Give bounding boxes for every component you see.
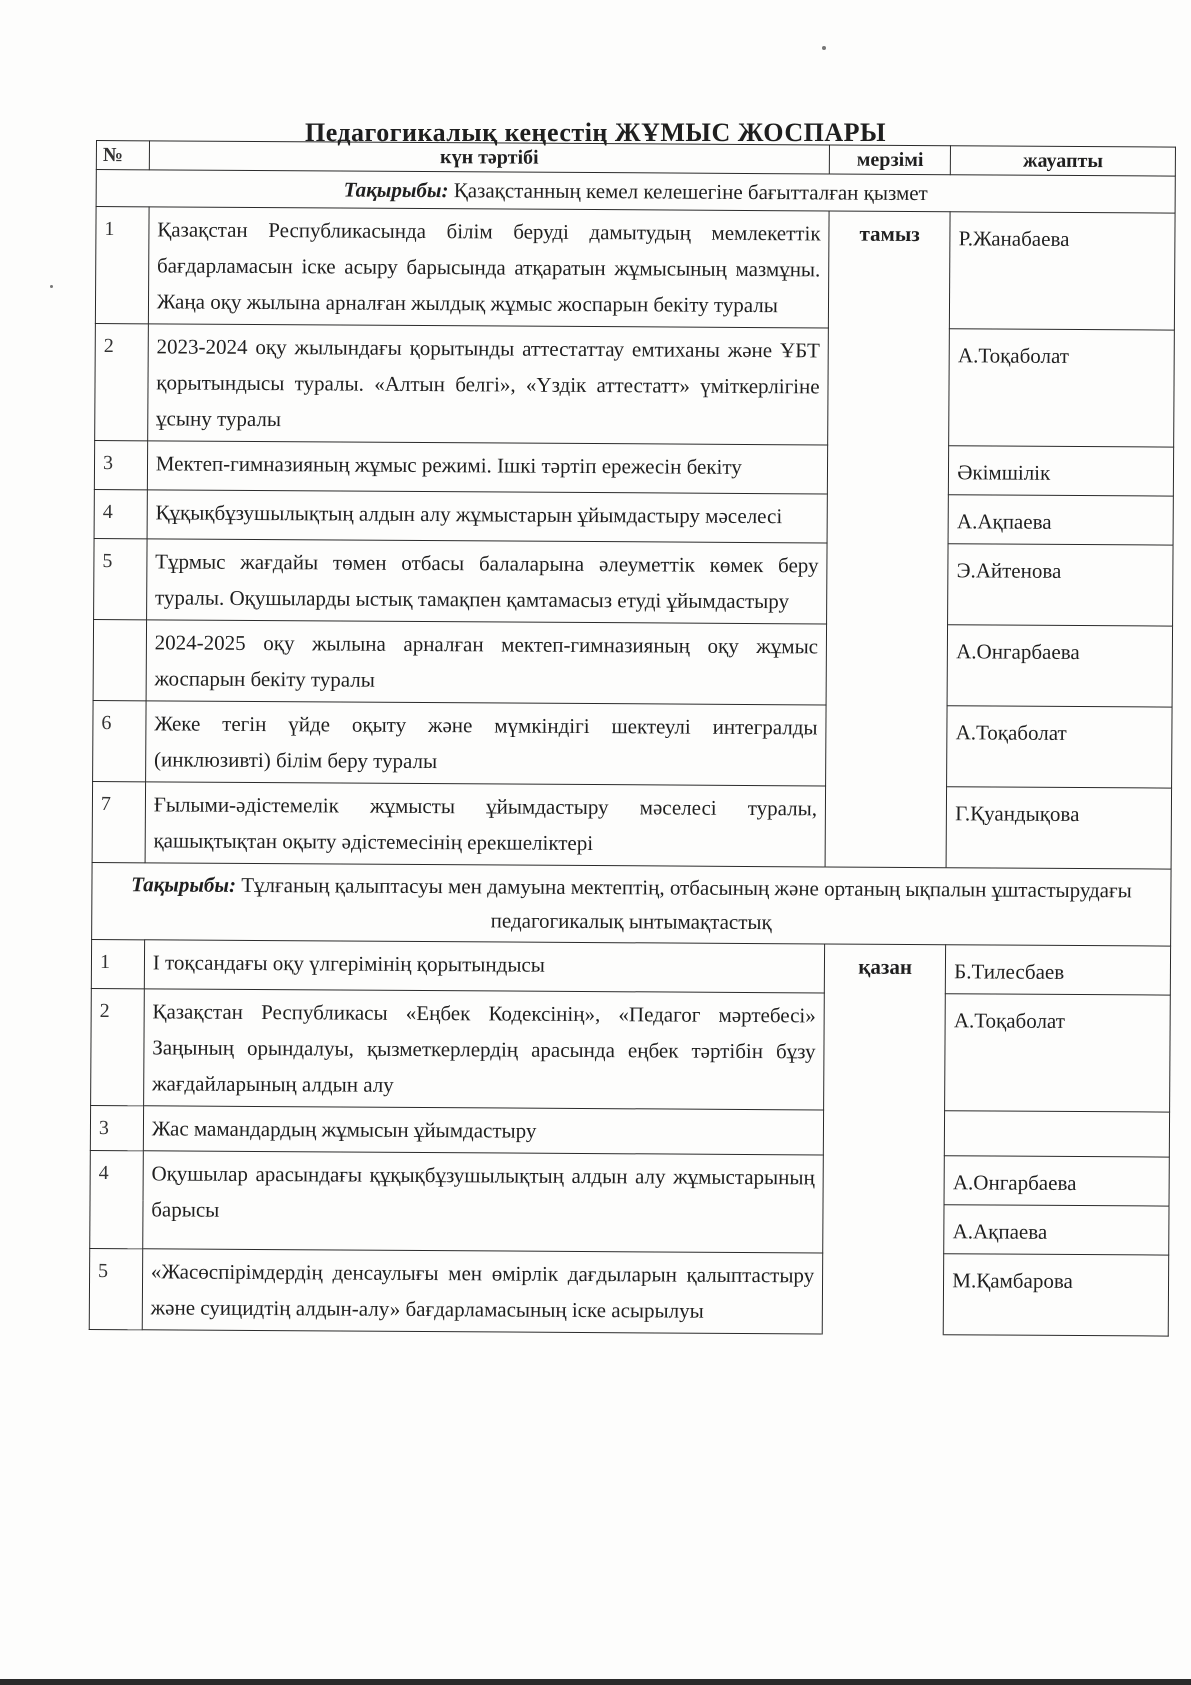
row-num: 4 bbox=[94, 489, 147, 538]
row-num: 5 bbox=[94, 538, 147, 619]
row-num: 2 bbox=[91, 988, 145, 1105]
row-agenda: Қазақстан Республикасында білім беруді дамытудың мемлекеттік бағдарламасын іске асыру барысында атқаратын жұмысының мазмұны. Жаңа оқу жылына арналған жылдық жұмыс жоспарын бекіту туралы bbox=[148, 207, 829, 328]
topic-label: Тақырыбы: bbox=[131, 872, 237, 897]
row-responsible bbox=[950, 212, 1175, 330]
responsible-name: Әкімшілік bbox=[957, 460, 1051, 485]
responsible-name: Э.Айтенова bbox=[956, 558, 1062, 583]
term-value: тамыз bbox=[859, 221, 920, 247]
row-num: 1 bbox=[91, 939, 144, 988]
row-responsible bbox=[945, 994, 1170, 1112]
responsible-name: А.Тоқаболат bbox=[953, 1008, 1066, 1033]
row-agenda: Қазақстан Республикасы «Еңбек Кодексінің», «Педагог мәртебесі» Заңының орындалуы, қызметкерлердің арасында еңбек тәртібін бұзу жағдайларының алдын алу bbox=[143, 989, 824, 1110]
responsible-name bbox=[953, 1115, 1161, 1120]
row-agenda: Мектеп-гимназияның жұмыс режимі. Ішкі тәртіп ережесін бекіту bbox=[147, 441, 828, 494]
responsible-name: А.Тоқаболат bbox=[957, 343, 1070, 368]
table-row bbox=[89, 1248, 1168, 1336]
table-row bbox=[94, 489, 1173, 545]
responsible-name: Г.Қуандықова bbox=[955, 801, 1080, 827]
row-num: 1 bbox=[95, 207, 149, 324]
section-topic-row bbox=[92, 862, 1171, 946]
row-agenda: Жеке тегін үйде оқыту және мүмкіндігі шектеулі интегралды (инклюзивті) білім беру туралы bbox=[145, 701, 826, 786]
row-num: 7 bbox=[92, 781, 145, 862]
row-responsible bbox=[948, 495, 1173, 545]
scan-speck bbox=[822, 46, 826, 50]
document-title: Педагогикалық кеңестің ЖҰМЫС ЖОСПАРЫ bbox=[304, 118, 887, 147]
table-row bbox=[90, 1150, 1169, 1206]
row-num: 3 bbox=[94, 440, 147, 489]
row-agenda: «Жасөспірімдердің денсаулығы мен өмірлік дағдыларын қалыптастыру және суицидтің алдын-алу» бағдарламасының іске асырылуы bbox=[142, 1249, 823, 1334]
row-responsible bbox=[944, 1205, 1169, 1255]
responsible-name: А.Ақпаева bbox=[956, 509, 1052, 534]
row-responsible bbox=[946, 945, 1171, 995]
topic-text: Тұлғаның қалыптасуы мен дамуына мектептің, отбасының және ортаның ықпалын ұштастырудағы педагогикалық ынтымақтастық bbox=[241, 872, 1132, 935]
table-row bbox=[90, 1105, 1169, 1157]
table-row bbox=[95, 323, 1175, 447]
table-row bbox=[91, 939, 1170, 995]
row-responsible bbox=[947, 706, 1172, 788]
row-responsible bbox=[947, 625, 1172, 707]
row-agenda: Тұрмыс жағдайы төмен отбасы балаларына әлеуметтік көмек беру туралы. Оқушыларды ыстық тамақпен қамтамасыз етуді ұйымдастыру bbox=[146, 539, 827, 624]
row-term bbox=[825, 211, 950, 868]
row-num: 5 bbox=[89, 1248, 142, 1329]
table-row bbox=[94, 538, 1173, 626]
responsible-name: А.Ақпаева bbox=[952, 1219, 1048, 1244]
header-responsible: жауапты bbox=[951, 146, 1176, 176]
scan-edge bbox=[0, 1679, 1191, 1685]
table-row bbox=[93, 700, 1172, 788]
row-responsible bbox=[949, 446, 1174, 496]
row-agenda: І тоқсандағы оқу үлгерімінің қорытындысы bbox=[144, 940, 825, 993]
work-plan-table bbox=[89, 140, 1176, 1337]
table-row bbox=[91, 988, 1171, 1112]
section-topic bbox=[92, 862, 1171, 946]
row-responsible bbox=[943, 1254, 1168, 1336]
responsible-name: Р.Жанабаева bbox=[958, 226, 1070, 251]
header-term: мерзімі bbox=[829, 145, 950, 175]
responsible-name: М.Қамбарова bbox=[952, 1268, 1073, 1293]
row-num: 6 bbox=[93, 700, 146, 781]
row-agenda: 2024-2025 оқу жылына арналған мектеп-гимназияның оқу жұмыс жоспарын бекіту туралы bbox=[146, 620, 827, 705]
table-row bbox=[93, 619, 1172, 707]
topic-text: Қазақстанның кемел келешегіне бағытталған қызмет bbox=[453, 178, 928, 206]
row-agenda: Жас мамандардың жұмысын ұйымдастыру bbox=[143, 1106, 824, 1155]
term-value: қазан bbox=[858, 954, 913, 979]
scan-speck bbox=[50, 285, 53, 288]
row-responsible bbox=[945, 1111, 1170, 1157]
row-responsible bbox=[949, 329, 1174, 447]
row-term bbox=[822, 944, 946, 1335]
row-num: 3 bbox=[90, 1105, 143, 1150]
table-row bbox=[94, 440, 1173, 496]
responsible-name: Б.Тилесбаев bbox=[954, 959, 1065, 984]
row-responsible bbox=[948, 544, 1173, 626]
row-agenda: 2023-2024 оқу жылындағы қорытынды аттестаттау емтиханы және ҰБТ қорытындысы туралы. «Алтын белгі», «Үздік аттестатт» үміткерлігіне ұсыну туралы bbox=[147, 324, 828, 445]
row-num: 4 bbox=[90, 1150, 143, 1248]
row-agenda: Оқушылар арасындағы құқықбұзушылықтың алдын алу жұмыстарының барысы bbox=[143, 1151, 824, 1253]
row-responsible bbox=[944, 1156, 1169, 1206]
topic-label: Тақырыбы: bbox=[343, 177, 449, 203]
row-num: 2 bbox=[95, 323, 149, 440]
table-row bbox=[95, 207, 1175, 331]
row-responsible bbox=[946, 787, 1171, 869]
responsible-name: А.Онгарбаева bbox=[952, 1170, 1077, 1196]
header-agenda: күн тәртібі bbox=[149, 141, 829, 174]
responsible-name: А.Онгарбаева bbox=[956, 639, 1080, 665]
header-num: № bbox=[96, 141, 149, 170]
table-row bbox=[92, 781, 1171, 869]
row-agenda: Құқықбұзушылықтың алдын алу жұмыстарын ұйымдастыру мәселесі bbox=[147, 490, 828, 543]
row-num bbox=[93, 619, 146, 700]
responsible-name: А.Тоқаболат bbox=[955, 720, 1067, 745]
row-agenda: Ғылыми-әдістемелік жұмысты ұйымдастыру мәселесі туралы, қашықтықтан оқыту әдістемесінің ерекшеліктері bbox=[145, 782, 826, 867]
